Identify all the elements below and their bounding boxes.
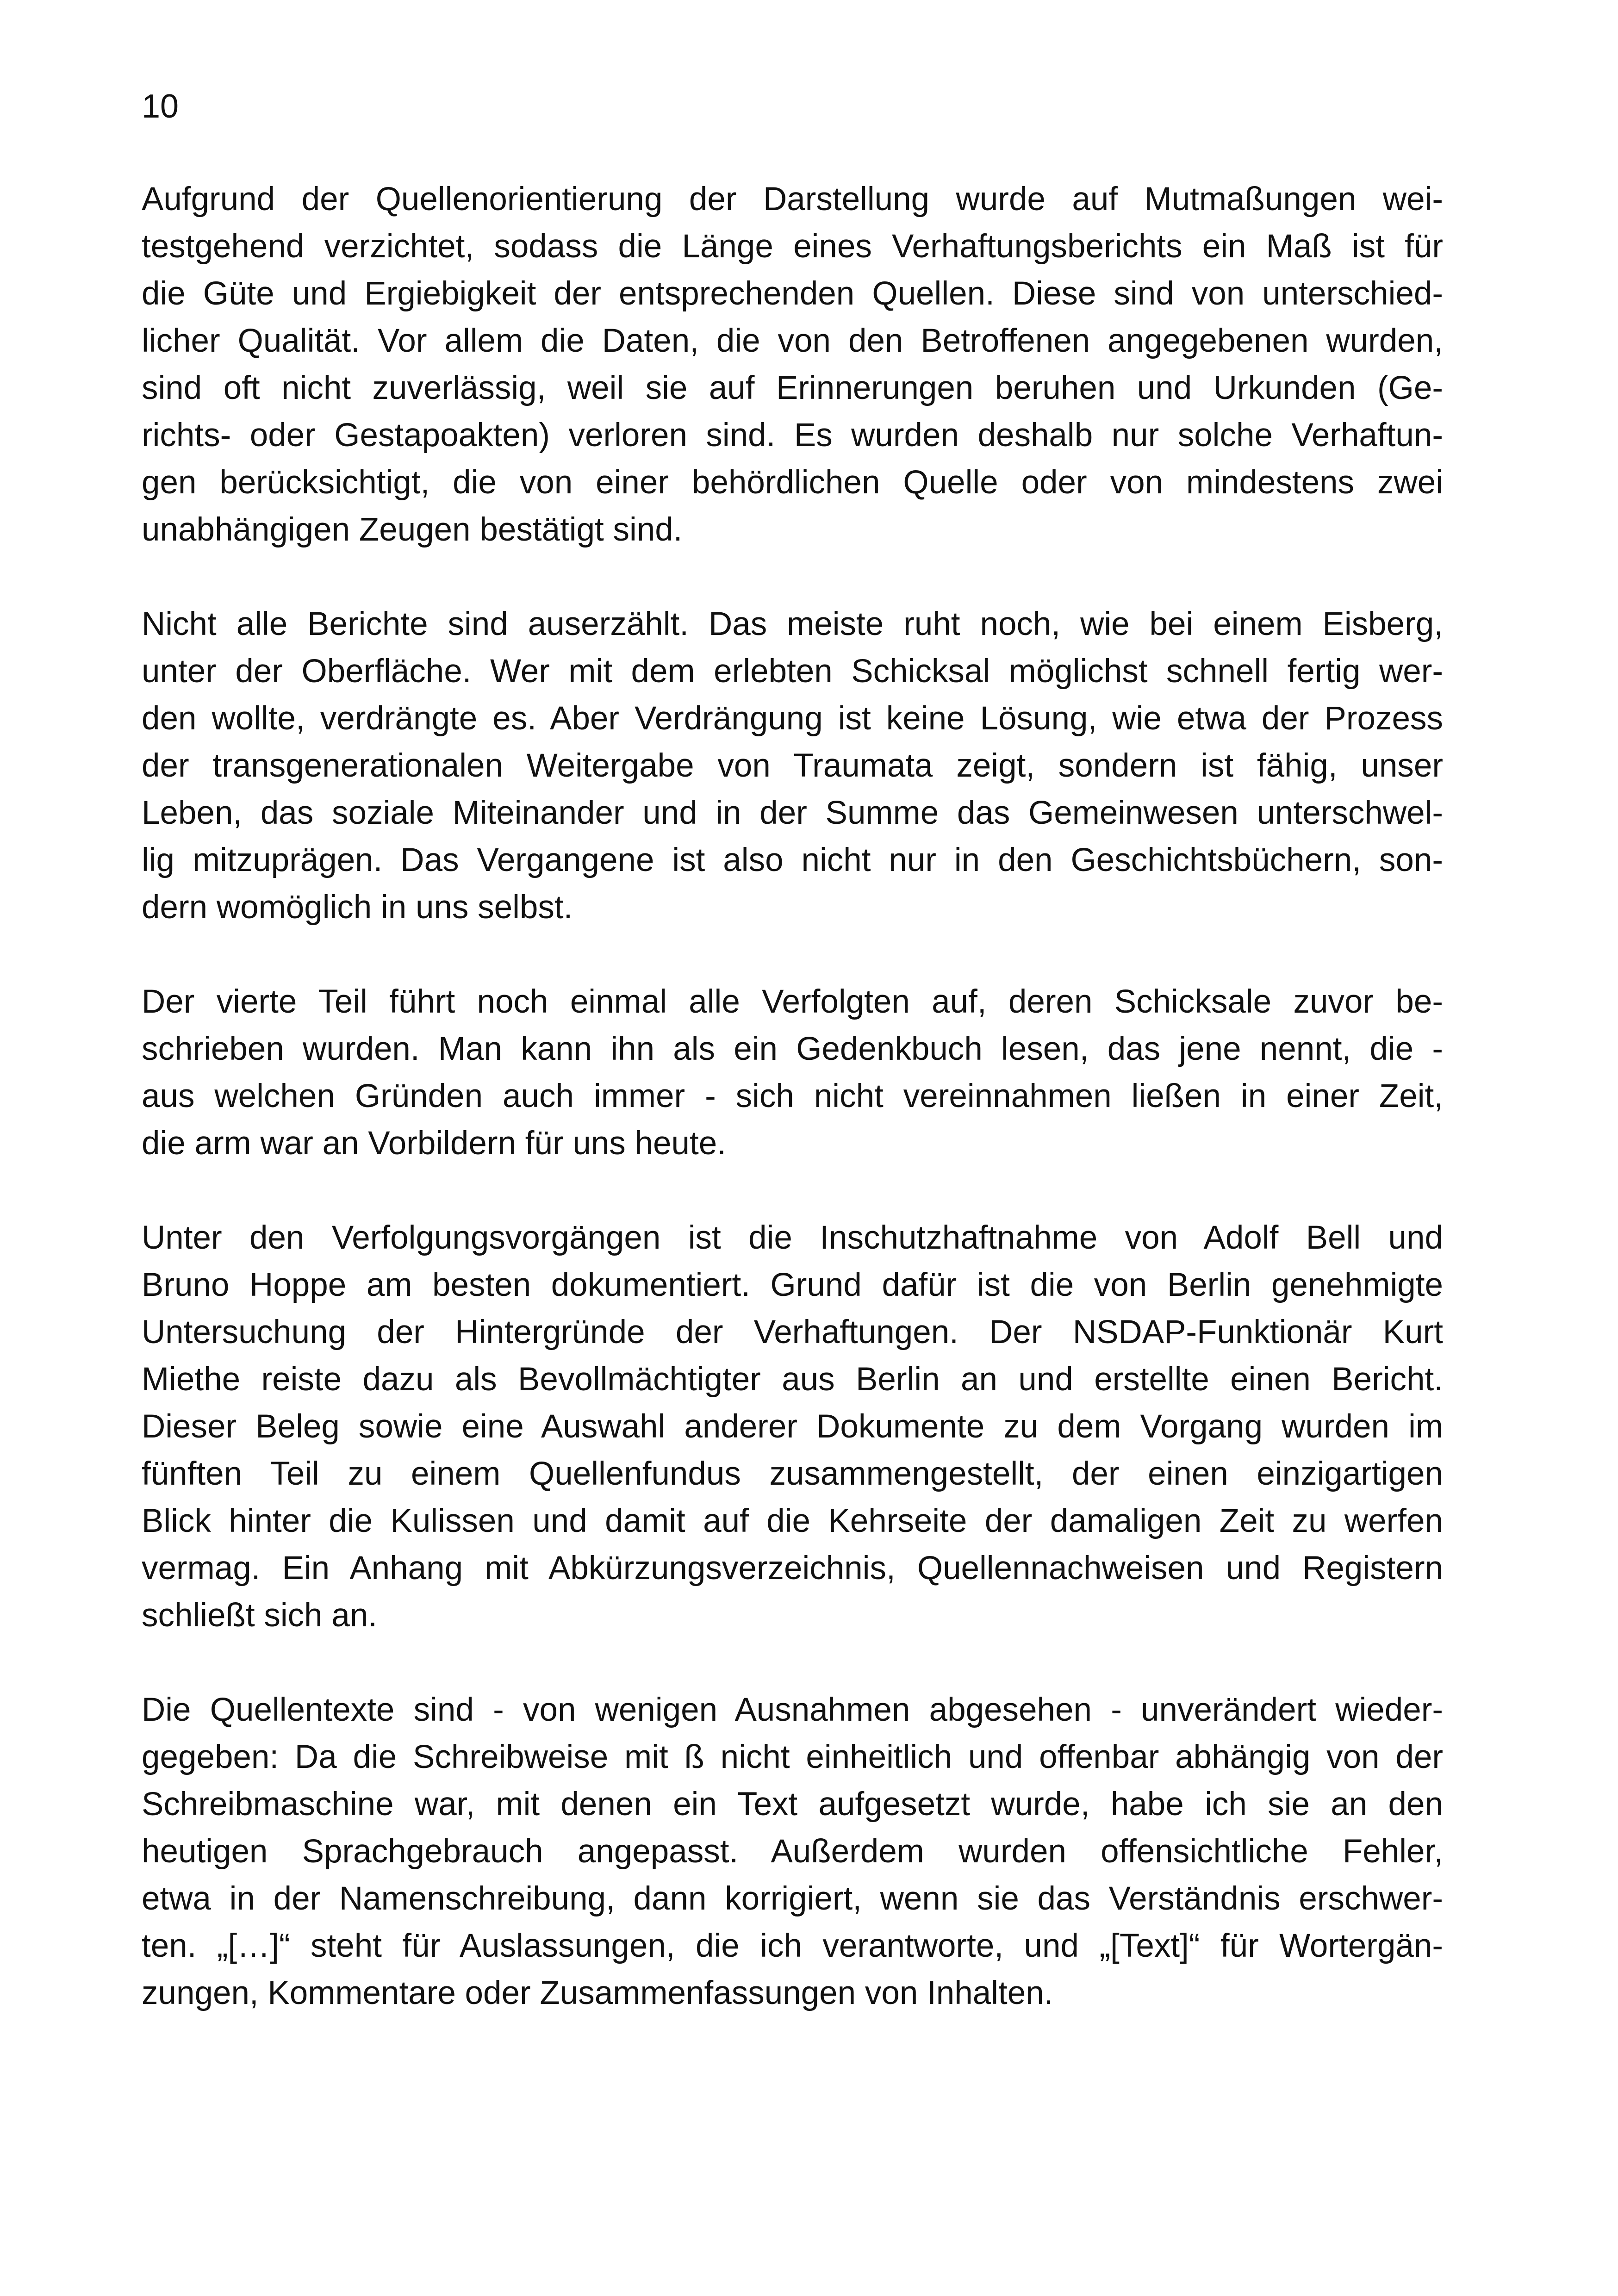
text-line: den wollte, verdrängte es. Aber Verdrängung ist keine Lösung, wie etwa der Prozess bbox=[142, 700, 1443, 737]
text-line: der transgenerationalen Weitergabe von Traumata zeigt, sondern ist fähig, unser bbox=[142, 747, 1443, 784]
text-line: Leben, das soziale Miteinander und in der Summe das Gemeinwesen unterschwel- bbox=[142, 795, 1443, 831]
paragraph-1 bbox=[142, 176, 1443, 554]
text-line: Schreibmaschine war, mit denen ein Text aufgesetzt wurde, habe ich sie an den bbox=[142, 1786, 1443, 1823]
text-line: unter der Oberfläche. Wer mit dem erlebten Schicksal möglichst schnell fertig wer- bbox=[142, 653, 1443, 690]
text-line: heutigen Sprachgebrauch angepasst. Außerdem wurden offensichtliche Fehler, bbox=[142, 1833, 1443, 1870]
text-line: fünften Teil zu einem Quellenfundus zusammengestellt, der einen einzigartigen bbox=[142, 1456, 1443, 1492]
text-line: unabhängigen Zeugen bestätigt sind. bbox=[142, 511, 683, 548]
text-line: die Güte und Ergiebigkeit der entsprechenden Quellen. Diese sind von unterschied- bbox=[142, 275, 1443, 312]
text-line: vermag. Ein Anhang mit Abkürzungsverzeichnis, Quellennachweisen und Registern bbox=[142, 1550, 1443, 1587]
text-line: Die Quellentexte sind - von wenigen Ausnahmen abgesehen - unverändert wieder- bbox=[142, 1692, 1443, 1728]
text-line: Nicht alle Berichte sind auserzählt. Das meiste ruht noch, wie bei einem Eisberg, bbox=[142, 606, 1443, 642]
text-line: gen berücksichtigt, die von einer behördlichen Quelle oder von mindestens zwei bbox=[142, 464, 1443, 501]
text-line: zungen, Kommentare oder Zusammenfassungen von Inhalten. bbox=[142, 1975, 1053, 2011]
text-line: Miethe reiste dazu als Bevollmächtigter aus Berlin an und erstellte einen Bericht. bbox=[142, 1361, 1443, 1398]
text-line: Unter den Verfolgungsvorgängen ist die Inschutzhaftnahme von Adolf Bell und bbox=[142, 1220, 1443, 1256]
page-number: 10 bbox=[142, 88, 179, 125]
text-line: schließt sich an. bbox=[142, 1597, 378, 1634]
text-line: die arm war an Vorbildern für uns heute. bbox=[142, 1125, 726, 1162]
body-text bbox=[142, 176, 1443, 2064]
text-line: richts- oder Gestapoakten) verloren sind. Es wurden deshalb nur solche Verhaftun- bbox=[142, 417, 1443, 454]
text-line: Blick hinter die Kulissen und damit auf die Kehrseite der damaligen Zeit zu werfen bbox=[142, 1503, 1443, 1539]
text-line: Bruno Hoppe am besten dokumentiert. Grund dafür ist die von Berlin genehmigte bbox=[142, 1267, 1443, 1303]
paragraph-4 bbox=[142, 1214, 1443, 1639]
text-line: licher Qualität. Vor allem die Daten, die von den Betroffenen angegebenen wurden, bbox=[142, 323, 1443, 359]
text-line: ten. „[…]“ steht für Auslassungen, die ich verantworte, und „[Text]“ für Wortergän- bbox=[142, 1928, 1443, 1964]
text-line: aus welchen Gründen auch immer - sich nicht vereinnahmen ließen in einer Zeit, bbox=[142, 1078, 1443, 1114]
paragraph-5 bbox=[142, 1686, 1443, 2017]
paragraph-3 bbox=[142, 978, 1443, 1167]
text-line: sind oft nicht zuverlässig, weil sie auf Erinnerungen beruhen und Urkunden (Ge- bbox=[142, 370, 1443, 406]
text-line: Dieser Beleg sowie eine Auswahl anderer Dokumente zu dem Vorgang wurden im bbox=[142, 1408, 1443, 1445]
text-line: testgehend verzichtet, sodass die Länge eines Verhaftungsberichts ein Maß ist für bbox=[142, 228, 1443, 265]
paragraph-2 bbox=[142, 601, 1443, 931]
text-line: Der vierte Teil führt noch einmal alle Verfolgten auf, deren Schicksale zuvor be- bbox=[142, 983, 1443, 1020]
text-line: Aufgrund der Quellenorientierung der Darstellung wurde auf Mutmaßungen wei- bbox=[142, 181, 1443, 218]
text-line: dern womöglich in uns selbst. bbox=[142, 889, 573, 926]
text-line: schrieben wurden. Man kann ihn als ein Gedenkbuch lesen, das jene nennt, die - bbox=[142, 1031, 1443, 1067]
text-line: Untersuchung der Hintergründe der Verhaftungen. Der NSDAP-Funktionär Kurt bbox=[142, 1314, 1443, 1350]
text-line: gegeben: Da die Schreibweise mit ß nicht einheitlich und offenbar abhängig von der bbox=[142, 1739, 1443, 1775]
text-line: lig mitzuprägen. Das Vergangene ist also nicht nur in den Geschichtsbüchern, son- bbox=[142, 842, 1443, 878]
text-line: etwa in der Namenschreibung, dann korrigiert, wenn sie das Verständnis erschwer- bbox=[142, 1880, 1443, 1917]
